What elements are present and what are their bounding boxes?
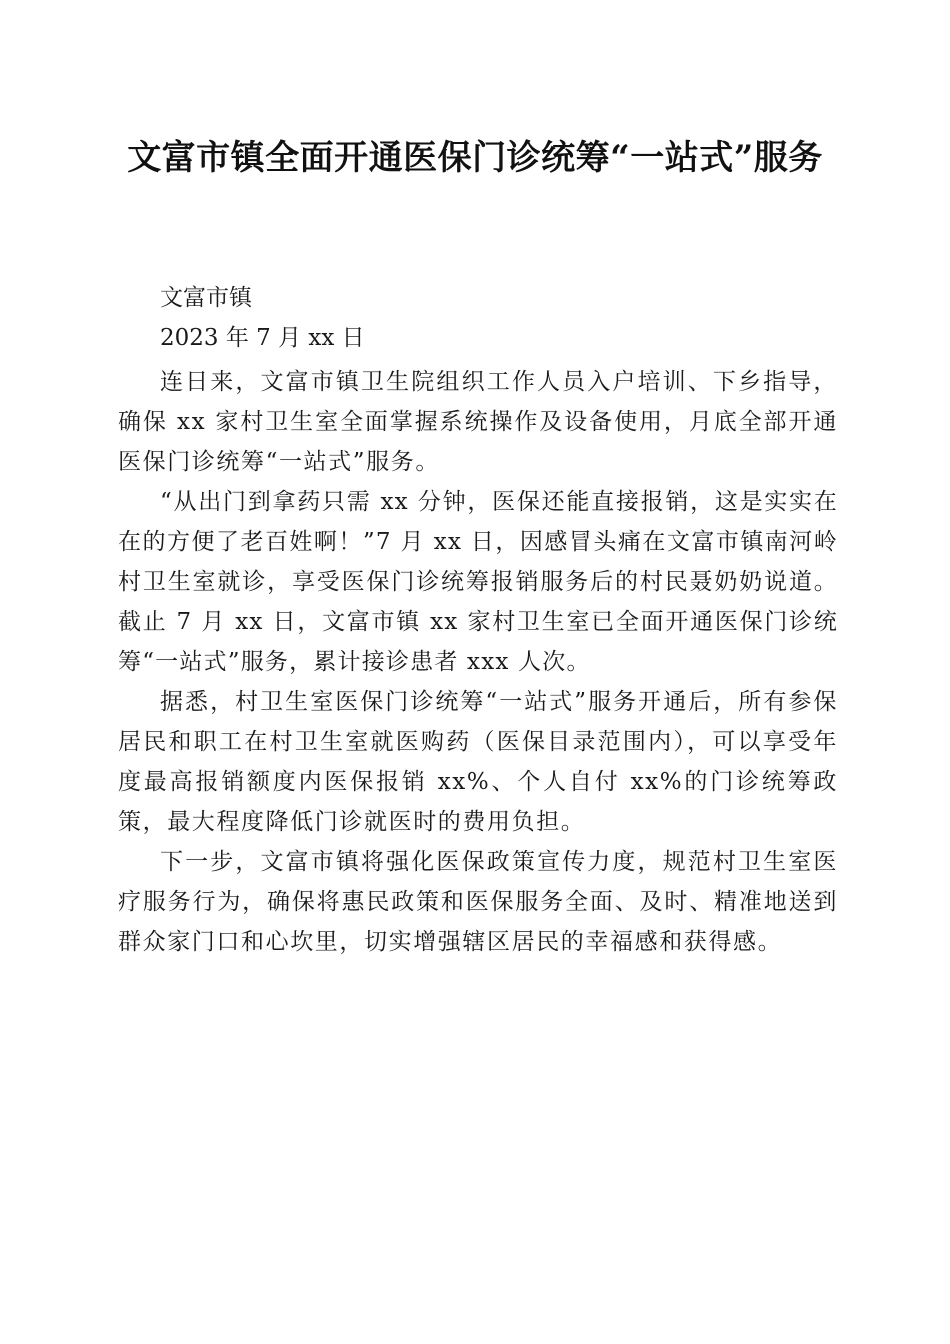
paragraph: 连日来，文富市镇卫生院组织工作人员入户培训、下乡指导，确保 xx 家村卫生室全面掌握系统操作及设备使用，月底全部开通医保门诊统筹“一站式”服务。 — [118, 369, 838, 475]
document-date: 2023 年 7 月 xx 日 — [160, 325, 365, 351]
document-title: 文富市镇全面开通医保门诊统筹“一站式”服务 — [127, 138, 823, 178]
paragraph: “从出门到拿药只需 xx 分钟，医保还能直接报销，这是实实在在的方便了老百姓啊！”7 月 xx 日，因感冒头痛在文富市镇南河岭村卫生室就诊，享受医保门诊统筹报销服务后的村民聂奶奶说道。截止 7 月 xx 日，文富市镇 xx 家村卫生室已全面开通医保门诊统筹“一站式”服务，累计接诊患者 xxx 人次。 — [118, 489, 838, 675]
paragraph: 据悉，村卫生室医保门诊统筹“一站式”服务开通后，所有参保居民和职工在村卫生室就医购药（医保目录范围内），可以享受年度最高报销额度内医保报销 xx%、个人自付 xx%的门诊统筹政策，最大程度降低门诊就医时的费用负担。 — [118, 689, 838, 835]
document-source: 文富市镇 — [160, 285, 252, 311]
document-body — [118, 278, 838, 962]
paragraph: 下一步，文富市镇将强化医保政策宣传力度，规范村卫生室医疗服务行为，确保将惠民政策和医保服务全面、及时、精准地送到群众家门口和心坎里，切实增强辖区居民的幸福感和获得感。 — [118, 849, 838, 955]
